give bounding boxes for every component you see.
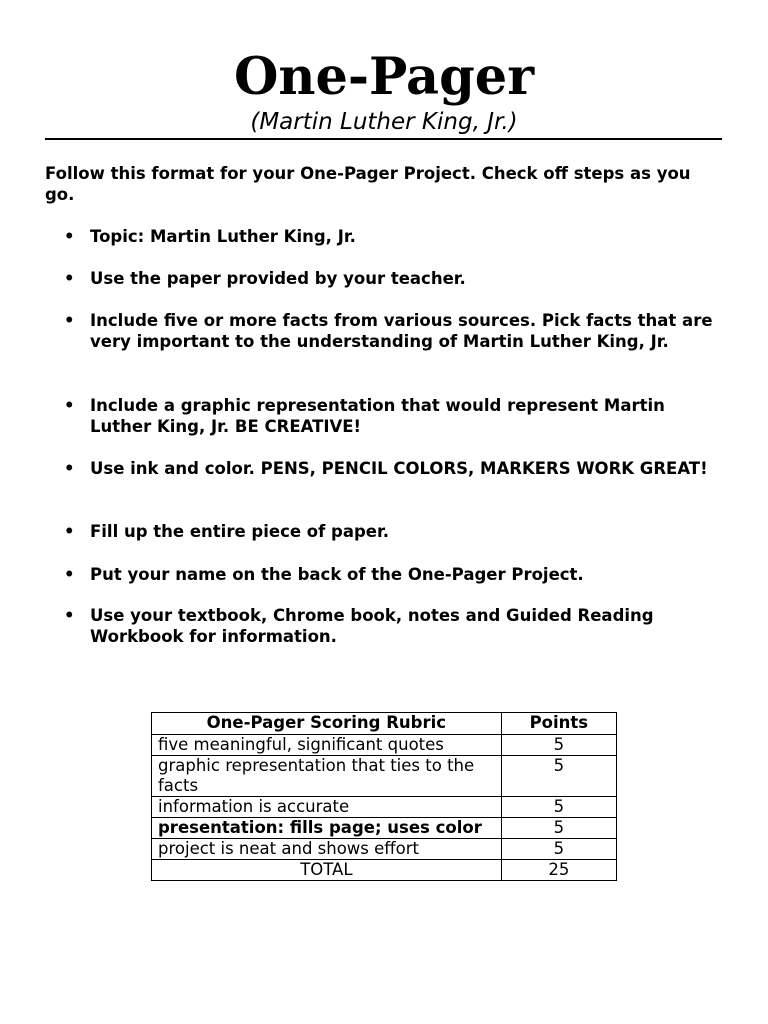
bullet-icon: • bbox=[64, 522, 75, 541]
table-row bbox=[152, 756, 617, 797]
bullet-icon: • bbox=[64, 227, 75, 246]
step-text: Topic: Martin Luther King, Jr. bbox=[90, 227, 356, 246]
step-text: Use the paper provided by your teacher. bbox=[90, 269, 466, 288]
bullet-icon: • bbox=[64, 311, 75, 330]
table-row bbox=[152, 735, 617, 756]
intro-text: Follow this format for your One-Pager Project. Check off steps as you go. bbox=[45, 164, 691, 204]
column-header-points: Points bbox=[501, 713, 616, 735]
criterion-cell: information is accurate bbox=[152, 797, 502, 818]
points-cell: 5 bbox=[501, 839, 616, 860]
step-text: Put your name on the back of the One-Pager Project. bbox=[90, 565, 584, 584]
criterion-cell: graphic representation that ties to the facts bbox=[152, 756, 502, 797]
table-row bbox=[152, 818, 617, 839]
page-title: One-Pager bbox=[233, 47, 535, 107]
column-header-criteria: One-Pager Scoring Rubric bbox=[152, 713, 502, 735]
scoring-rubric-table bbox=[151, 712, 617, 881]
bullet-icon: • bbox=[64, 269, 75, 288]
page-subtitle: (Martin Luther King, Jr.) bbox=[250, 109, 518, 135]
title-divider bbox=[45, 138, 722, 140]
points-cell: 5 bbox=[501, 818, 616, 839]
step-text: Use your textbook, Chrome book, notes and Guided Reading Workbook for information. bbox=[90, 606, 654, 646]
criterion-cell: five meaningful, significant quotes bbox=[152, 735, 502, 756]
points-cell: 5 bbox=[501, 797, 616, 818]
total-row bbox=[152, 860, 617, 881]
criterion-cell: presentation: fills page; uses color bbox=[152, 818, 502, 839]
bullet-icon: • bbox=[64, 565, 75, 584]
table-row bbox=[152, 839, 617, 860]
bullet-icon: • bbox=[64, 606, 75, 625]
points-cell: 5 bbox=[501, 735, 616, 756]
bullet-icon: • bbox=[64, 459, 75, 478]
points-cell: 5 bbox=[501, 756, 616, 797]
step-text: Fill up the entire piece of paper. bbox=[90, 522, 390, 541]
step-text: Include five or more facts from various sources. Pick facts that are very important to the understanding of Martin Luther King, Jr. bbox=[90, 311, 713, 351]
total-label: TOTAL bbox=[152, 860, 502, 881]
table-row bbox=[152, 797, 617, 818]
step-text: Use ink and color. PENS, PENCIL COLORS, MARKERS WORK GREAT! bbox=[90, 459, 708, 478]
total-points: 25 bbox=[501, 860, 616, 881]
step-text: Include a graphic representation that would represent Martin Luther King, Jr. BE CREATIVE! bbox=[90, 396, 665, 436]
criterion-cell: project is neat and shows effort bbox=[152, 839, 502, 860]
table-header-row bbox=[152, 713, 617, 735]
bullet-icon: • bbox=[64, 396, 75, 415]
